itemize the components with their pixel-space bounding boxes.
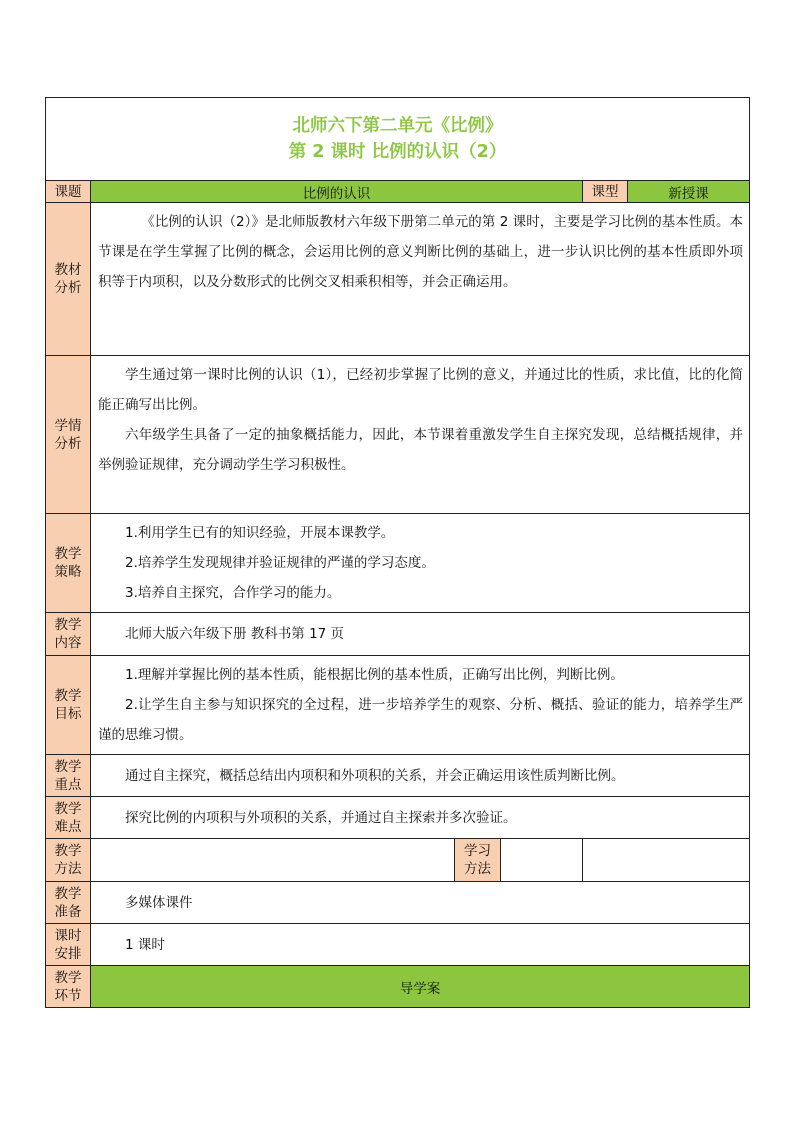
students-label: 学情 分析	[46, 356, 91, 514]
title-line-2: 第 2 课时 比例的认识（2）	[288, 142, 507, 162]
teaching-method-label: 教学 方法	[46, 839, 91, 882]
process-label: 教学 环节	[46, 966, 91, 1008]
goals-label: 教学 目标	[46, 656, 91, 755]
strategy-item: 2.培养学生发现规律并验证规律的严谨的学习态度。	[125, 555, 435, 571]
difficulty-text: 探究比例的内项积与外项积的关系，并通过自主探索并多次验证。	[91, 797, 750, 839]
goals-row	[46, 656, 750, 755]
schedule-text: 1 课时	[91, 924, 750, 966]
schedule-row	[46, 924, 750, 966]
strategy-label: 教学 策略	[46, 514, 91, 613]
students-analysis	[91, 356, 750, 514]
textbook-paragraph: 《比例的认识（2）》是北师版教材六年级下册第二单元的第 2 课时，主要是学习比例的基本性质。本节课是在学生掌握了比例的概念，会运用比例的意义判断比例的基础上，进一步认识比例的基本性质即外项积等于内项积，以及分数形式的比例交叉相乘积相等，并会正确运用。	[98, 214, 744, 290]
topic-label: 课题	[46, 181, 91, 203]
content-label: 教学 内容	[46, 613, 91, 656]
process-row	[46, 966, 750, 1008]
title-row	[46, 98, 750, 181]
goal-item: 2.让学生自主参与知识探究的全过程，进一步培养学生的观察、分析、概括、验证的能力，培养学生严谨的思维习惯。	[98, 697, 744, 743]
goal-item: 1.理解并掌握比例的基本性质，能根据比例的基本性质，正确写出比例，判断比例。	[125, 667, 624, 683]
textbook-row	[46, 203, 750, 356]
title-line-1: 北师六下第二单元《比例》	[292, 116, 503, 136]
content-row	[46, 613, 750, 656]
strategy-item: 3.培养自主探究，合作学习的能力。	[125, 585, 341, 601]
prep-row	[46, 882, 750, 924]
learning-method-extra	[583, 839, 750, 882]
document-title	[46, 98, 750, 181]
topic-row	[46, 181, 750, 203]
methods-row	[46, 839, 750, 882]
strategy-item: 1.利用学生已有的知识经验，开展本课教学。	[125, 525, 395, 541]
strategy-list	[91, 514, 750, 613]
students-row	[46, 356, 750, 514]
schedule-label: 课时 安排	[46, 924, 91, 966]
key-row	[46, 755, 750, 797]
learning-method-label: 学习 方法	[455, 839, 501, 881]
difficulty-row	[46, 797, 750, 839]
prep-text: 多媒体课件	[91, 882, 750, 924]
learning-method-cell	[455, 839, 583, 882]
key-label: 教学 重点	[46, 755, 91, 797]
type-label: 课型	[583, 181, 628, 203]
textbook-analysis	[91, 203, 750, 356]
strategy-row	[46, 514, 750, 613]
difficulty-label: 教学 难点	[46, 797, 91, 839]
learning-method-value	[501, 839, 582, 881]
textbook-label: 教材 分析	[46, 203, 91, 356]
prep-label: 教学 准备	[46, 882, 91, 924]
teaching-method-value	[91, 839, 455, 882]
process-text: 导学案	[91, 966, 750, 1008]
students-paragraph-1: 学生通过第一课时比例的认识（1），已经初步掌握了比例的意义，并通过比的性质，求比值，比的化简能正确写出比例。	[98, 367, 744, 413]
lesson-plan-page	[45, 97, 749, 1008]
topic-value: 比例的认识	[91, 181, 583, 203]
lesson-plan-table	[45, 97, 750, 1008]
goals-list	[91, 656, 750, 755]
content-text: 北师大版六年级下册 教科书第 17 页	[91, 613, 750, 656]
students-paragraph-2: 六年级学生具备了一定的抽象概括能力，因此，本节课着重激发学生自主探究发现，总结概括规律，并举例验证规律，充分调动学生学习积极性。	[98, 427, 744, 473]
type-value: 新授课	[628, 181, 750, 203]
key-text: 通过自主探究，概括总结出内项积和外项积的关系，并会正确运用该性质判断比例。	[91, 755, 750, 797]
